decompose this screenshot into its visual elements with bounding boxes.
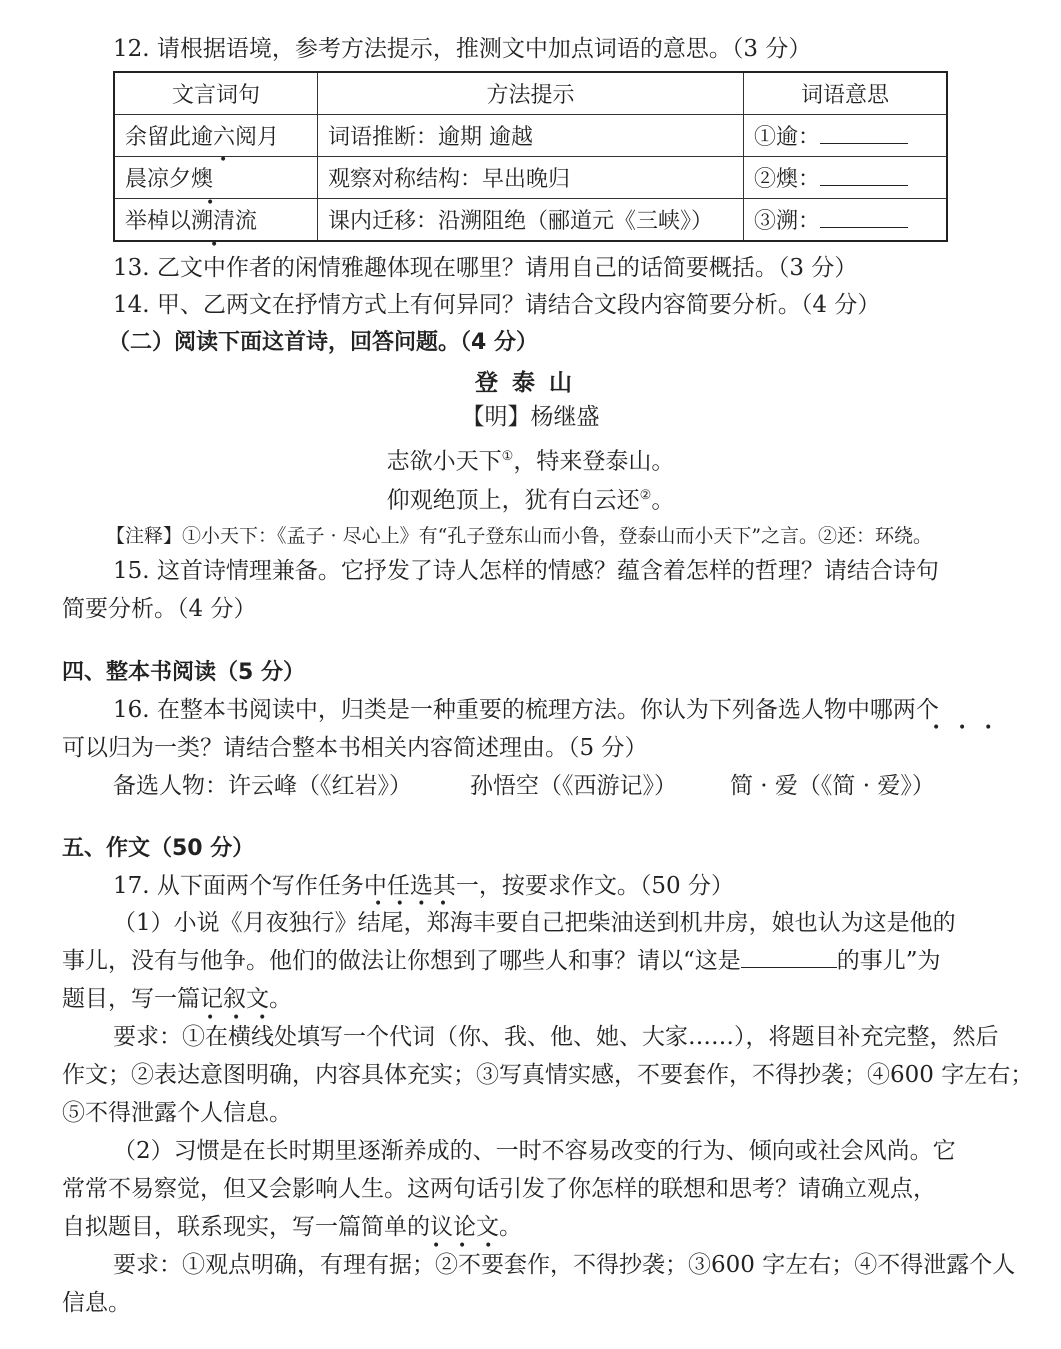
emphasis-dot: • — [206, 195, 215, 211]
emphasis-dot: • • • • — [374, 896, 448, 912]
question-16: 16. 在整本书阅读中，归类是一种重要的梳理方法。你认为下列备选人物中哪两个 — [113, 697, 939, 723]
footnote-mark: ② — [639, 488, 652, 503]
task-1-cont: 题目，写一篇记叙文。 — [62, 986, 292, 1012]
requirement-1-cont: 作文；②表达意图明确，内容具体充实；③写真情实感，不要套作，不得抄袭；④600 字左右； — [62, 1062, 1034, 1088]
task-2-cont: 自拟题目，联系现实，写一篇简单的议论文。 — [62, 1214, 522, 1240]
poem-line-text: 仰观绝顶上，犹有白云还 — [386, 487, 640, 514]
poem-line-text: ，特来登泰山。 — [513, 448, 675, 475]
table-cell-hint: 观察对称结构：早出晚归 — [318, 157, 744, 199]
table-cell-meaning — [744, 157, 948, 199]
table-cell-hint: 课内迁移：沿溯阻绝（郦道元《三峡》） — [318, 199, 744, 242]
answer-blank[interactable] — [820, 125, 908, 144]
table-header: 文言词句 — [114, 72, 318, 115]
emphasis-dot: • • • — [932, 720, 993, 736]
section-heading: （二）阅读下面这首诗，回答问题。（4 分） — [108, 330, 538, 355]
table-cell-meaning — [744, 115, 948, 157]
table-cell-meaning — [744, 199, 948, 242]
task-1-text: 事儿，没有与他争。他们的做法让你想到了哪些人和事？请以“这是 — [62, 948, 741, 974]
answer-blank[interactable] — [820, 209, 908, 228]
table-cell-phrase: 举棹以溯清流 — [114, 199, 318, 242]
title-blank[interactable] — [741, 949, 837, 968]
section-heading: 四、整本书阅读（5 分） — [62, 660, 305, 685]
requirement-1: 要求：①在横线处填写一个代词（你、我、他、她、大家……），将题目补充完整，然后 — [113, 1024, 999, 1050]
question-17: 17. 从下面两个写作任务中任选其一，按要求作文。（50 分） — [113, 873, 734, 899]
question-15: 15. 这首诗情理兼备。它抒发了诗人怎样的情感？蕴含着怎样的哲理？请结合诗句 — [113, 558, 939, 584]
task-1-text: 的事儿”为 — [836, 948, 941, 974]
emphasis-dot: • • • — [432, 1238, 493, 1254]
table-header: 词语意思 — [744, 72, 948, 115]
poem-author: 【明】杨继盛 — [461, 404, 600, 430]
answer-blank[interactable] — [820, 167, 908, 186]
requirement-1-cont: ⑤不得泄露个人信息。 — [62, 1100, 292, 1126]
requirement-2-cont: 信息。 — [62, 1290, 131, 1316]
meaning-label: ②燠： — [754, 167, 821, 192]
question-15-cont: 简要分析。（4 分） — [62, 596, 257, 622]
requirement-2: 要求：①观点明确，有理有据；②不要套作，不得抄袭；③600 字左右；④不得泄露个人 — [113, 1252, 1016, 1278]
poem-title: 登泰山 — [475, 370, 586, 396]
table-header-row — [114, 72, 947, 115]
question-16-cont: 可以归为一类？请结合整本书相关内容简述理由。（5 分） — [62, 735, 648, 761]
candidate-1: 备选人物：许云峰（《红岩》） — [113, 773, 412, 799]
annotation-note: 【注释】①小天下：《孟子 · 尽心上》有“孔子登东山而小鲁，登泰山而小天下”之言。②还：环绕。 — [106, 525, 933, 547]
question-14: 14. 甲、乙两文在抒情方式上有何异同？请结合文段内容简要分析。（4 分） — [113, 292, 881, 318]
emphasis-dot: • — [219, 152, 228, 168]
poem-line — [0, 481, 1061, 516]
section-heading: 五、作文（50 分） — [62, 836, 255, 861]
meaning-label: ③溯： — [754, 209, 821, 234]
question-13: 13. 乙文中作者的闲情雅趣体现在哪里？请用自己的话简要概括。（3 分） — [113, 255, 858, 281]
task-1: （1）小说《月夜独行》结尾，郑海丰要自己把柴油送到机井房，娘也认为这是他的 — [113, 910, 956, 936]
poem-line-text: 志欲小天下 — [386, 448, 502, 475]
vocab-table — [113, 71, 948, 242]
candidate-3: 简 · 爱（《简 · 爱》） — [730, 773, 935, 799]
table-row — [114, 157, 947, 199]
table-cell-hint: 词语推断：逾期 逾越 — [318, 115, 744, 157]
poem-line-text: 。 — [651, 487, 675, 514]
table-row — [114, 115, 947, 157]
footnote-mark: ① — [501, 449, 514, 464]
meaning-label: ①逾： — [754, 125, 821, 150]
table-cell-phrase: 余留此逾六阅月 — [114, 115, 318, 157]
candidate-2: 孙悟空（《西游记》） — [470, 773, 677, 799]
emphasis-dot: • — [210, 237, 219, 253]
table-row — [114, 199, 947, 242]
question-12: 12. 请根据语境，参考方法提示，推测文中加点词语的意思。（3 分） — [113, 36, 812, 62]
emphasis-dot: • • • — [206, 1010, 267, 1026]
table-cell-phrase: 晨凉夕燠 — [114, 157, 318, 199]
poem-line — [0, 442, 1061, 477]
task-2: （2）习惯是在长时期里逐渐养成的、一时不容易改变的行为、倾向或社会风尚。它 — [113, 1138, 956, 1164]
task-2-cont: 常常不易察觉，但又会影响人生。这两句话引发了你怎样的联想和思考？请确立观点， — [62, 1176, 936, 1202]
task-1-cont — [62, 946, 941, 976]
table-header: 方法提示 — [318, 72, 744, 115]
